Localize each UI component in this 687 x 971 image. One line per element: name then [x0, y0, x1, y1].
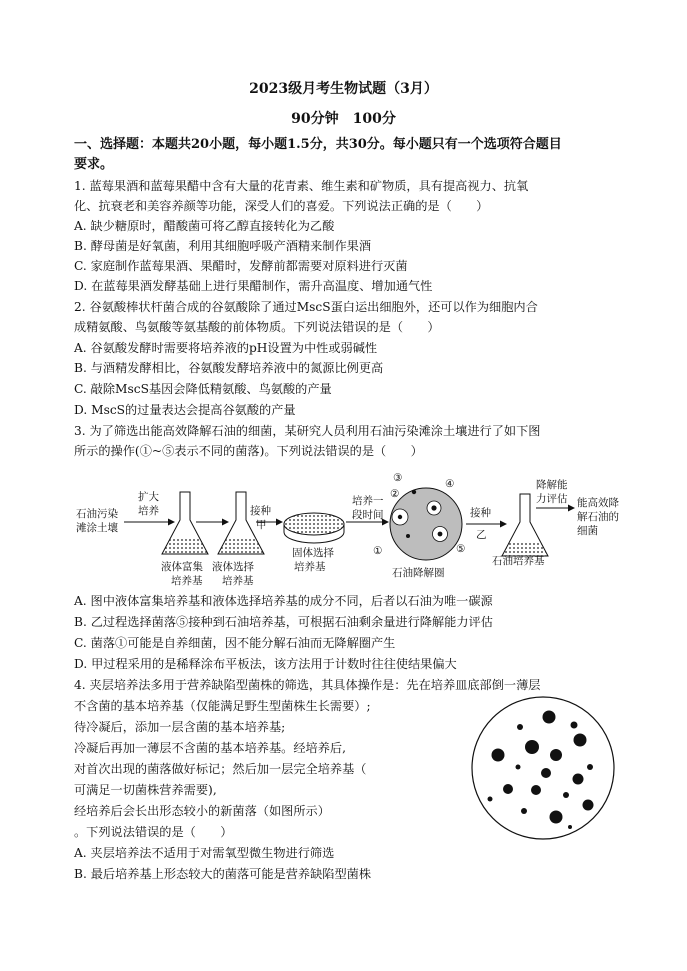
q1-option-a: A. 缺少糖原时，醋酸菌可将乙醇直接转化为乙酸 [74, 219, 335, 233]
q3-stem: 3. 为了筛选出能高效降解石油的细菌，某研究人员利用石油污染滩涂土壤进行了如下图 [74, 424, 541, 438]
arrow5-label-2: 乙 [476, 529, 487, 541]
flask1-label-2: 培养基 [171, 575, 203, 587]
arrow5-label: 接种 [470, 507, 491, 519]
colony-2: ② [390, 488, 400, 500]
q1-option-d: D. 在蓝莓果酒发酵基础上进行果醋制作，需升高温度、增加通气性 [74, 279, 433, 293]
exam-duration-score: 90分钟 100分 [291, 111, 396, 127]
q2-option-c: C. 敲除MscS基因会降低精氨酸、鸟氨酸的产量 [74, 382, 332, 396]
arrow6-label: 降解能 [536, 479, 568, 491]
q1-stem-cont: 化、抗衰老和美容养颜等功能，深受人们的喜爱。下列说法正确的是（ ） [74, 199, 489, 213]
arrow6-label-2: 力评估 [536, 493, 568, 505]
q4-stem-4: 冷凝后再加一薄层不含菌的基本培养基。经培养后, [74, 741, 346, 755]
q3-option-a: A. 图中液体富集培养基和液体选择培养基的成分不同，后者以石油为唯一碳源 [74, 594, 493, 608]
q3-procedure-diagram [60, 462, 650, 592]
arrow4-label: 培养一 [352, 495, 384, 507]
result-label-3: 细菌 [577, 525, 598, 537]
solid-medium-dish [284, 513, 344, 543]
q4-petri-dish-figure [470, 695, 616, 841]
dish-label-2: 培养基 [294, 561, 326, 573]
degradation-zone-label: 石油降解圈 [392, 567, 445, 579]
q4-stem-6: 可满足一切菌株营养需要), [74, 783, 217, 797]
soil-label: 石油污染 [76, 508, 118, 520]
soil-label-2: 滩涂土壤 [76, 522, 118, 534]
q2-option-d: D. MscS的过量表达会提高谷氨酸的产量 [74, 403, 296, 417]
q4-option-b: B. 最后培养基上形态较大的菌落可能是营养缺陷型菌株 [74, 867, 372, 881]
culture-plate [390, 488, 462, 560]
arrow4-label-2: 段时间 [352, 509, 384, 521]
q2-stem: 2. 谷氨酸棒状杆菌合成的谷氨酸除了通过MscS蛋白运出细胞外，还可以作为细胞内合 [74, 300, 538, 314]
colony-5: ⑤ [456, 543, 466, 555]
colony-1: ① [373, 545, 383, 557]
flask1-label: 液体富集 [161, 561, 203, 573]
result-label-2: 解石油的 [577, 511, 619, 523]
colony-3: ③ [393, 472, 403, 484]
arrow3-label: 接种 [250, 505, 271, 517]
q2-option-a: A. 谷氨酸发酵时需要将培养液的pH设置为中性或弱碱性 [74, 341, 378, 355]
q4-stem-3: 待冷凝后，添加一层含菌的基本培养基; [74, 720, 286, 734]
enrichment-flask [162, 492, 208, 554]
arrow-enrich-label: 扩大 [138, 491, 159, 503]
q4-stem-8: 。下列说法错误的是（ ） [74, 825, 233, 839]
flask2-label: 液体选择 [212, 561, 254, 573]
q4-stem-5: 对首次出现的菌落做好标记；然后加一层完全培养基（ [74, 762, 367, 776]
q3-option-d: D. 甲过程采用的是稀释涂布平板法，该方法用于计数时往往使结果偏大 [74, 657, 457, 671]
flask2-label-2: 培养基 [222, 575, 254, 587]
q4-option-a: A. 夹层培养法不适用于对需氧型微生物进行筛选 [74, 846, 335, 860]
exam-title: 2023级月考生物试题（3月） [249, 81, 438, 97]
colony-4: ④ [445, 478, 455, 490]
dish-label: 固体选择 [292, 547, 334, 559]
q3-stem-cont: 所示的操作(①~⑤表示不同的菌落)。下列说法错误的是（ ） [74, 444, 423, 458]
arrow-enrich-label-2: 培养 [138, 505, 159, 517]
q4-stem-7: 经培养后会长出形态较小的新菌落（如图所示） [74, 804, 330, 818]
q4-stem-2: 不含菌的基本培养基（仅能满足野生型菌株生长需要）; [74, 699, 371, 713]
arrow3-label-2: 甲 [256, 519, 267, 531]
section-heading-cont: 要求。 [74, 157, 114, 172]
result-label: 能高效降 [577, 497, 619, 509]
q2-stem-cont: 成精氨酸、鸟氨酸等氨基酸的前体物质。下列说法错误的是（ ） [74, 320, 440, 334]
q2-option-b: B. 与酒精发酵相比，谷氨酸发酵培养液中的氮源比例更高 [74, 361, 384, 375]
flask3-label: 石油培养基 [492, 555, 545, 567]
q3-option-b: B. 乙过程选择菌落⑤接种到石油培养基，可根据石油剩余量进行降解能力评估 [74, 615, 493, 629]
q1-option-c: C. 家庭制作蓝莓果酒、果醋时，发酵前都需要对原料进行灭菌 [74, 259, 408, 273]
section-heading: 一、选择题：本题共20小题，每小题1.5分，共30分。每小题只有一个选项符合题目 [74, 137, 562, 152]
q1-stem: 1. 蓝莓果酒和蓝莓果醋中含有大量的花青素、维生素和矿物质，具有提高视力、抗氧 [74, 179, 529, 193]
q1-option-b: B. 酵母菌是好氧菌，利用其细胞呼吸产酒精来制作果酒 [74, 239, 372, 253]
q3-option-c: C. 菌落①可能是自养细菌，因不能分解石油而无降解圈产生 [74, 636, 396, 650]
q4-stem: 4. 夹层培养法多用于营养缺陷型菌株的筛选，其具体操作是：先在培养皿底部倒一薄层 [74, 678, 541, 692]
